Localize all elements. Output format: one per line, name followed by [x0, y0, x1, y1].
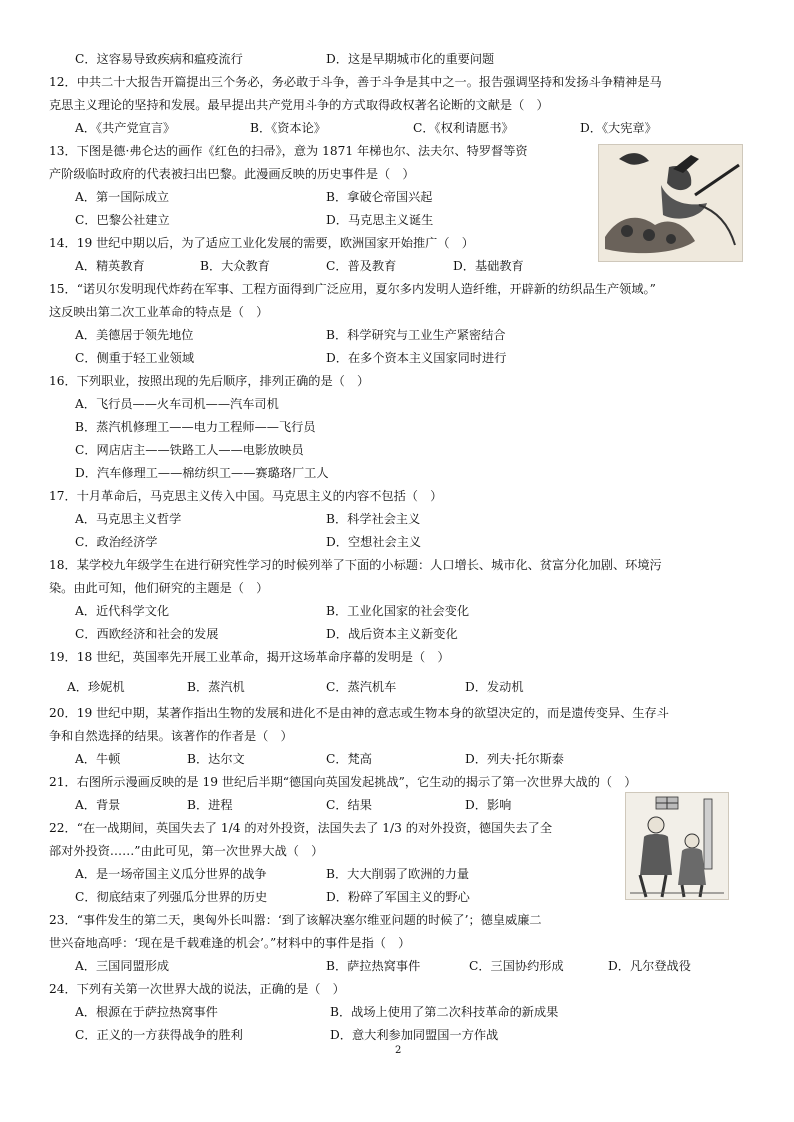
q18-stem: 染。由此可知，他们研究的主题是（ ） [49, 581, 269, 595]
q21-stem: 21．右图所示漫画反映的是 19 世纪后半期“德国向英国发起挑战”，它生动的揭示了第一次世界大战的（ ） [49, 775, 637, 789]
q13-option-b: B．拿破仑帝国兴起 [326, 190, 433, 204]
q13-option-a: A．第一国际成立 [75, 190, 170, 204]
q16-option-b: B．蒸汽机修理工——电力工程师——飞行员 [75, 420, 316, 434]
q11-option-c: C．这容易导致疾病和瘟疫流行 [75, 52, 243, 66]
q16-option-a: A．飞行员——火车司机——汽车司机 [75, 397, 279, 411]
q12-option-d: D．《大宪章》 [580, 121, 657, 135]
q14-option-b: B．大众教育 [200, 259, 270, 273]
q22-stem: 22．“在一战期间，英国失去了 1/4 的对外投资，法国失去了 1/3 的对外投资，德国失去了全 [49, 821, 553, 835]
q14-stem: 14．19 世纪中期以后，为了适应工业化发展的需要，欧洲国家开始推广（ ） [49, 236, 474, 250]
q23-stem: 23．“事件发生的第二天，奥匈外长叫嚣：‘到了该解决塞尔维亚问题的时候了’；德皇威廉二 [49, 913, 542, 927]
q12-option-b: B．《资本论》 [250, 121, 326, 135]
q15-option-a: A．美德居于领先地位 [75, 328, 194, 342]
q22-option-a: A．是一场帝国主义瓜分世界的战争 [75, 867, 267, 881]
q12-option-c: C．《权利请愿书》 [413, 121, 514, 135]
q23-option-a: A．三国同盟形成 [75, 959, 170, 973]
q17-option-a: A．马克思主义哲学 [75, 512, 182, 526]
q16-stem: 16．下列职业，按照出现的先后顺序，排列正确的是（ ） [49, 374, 370, 388]
q17-option-c: C．政治经济学 [75, 535, 158, 549]
q16-option-d: D．汽车修理工——棉纺织工——赛璐珞厂工人 [75, 466, 329, 480]
q13-option-d: D．马克思主义诞生 [326, 213, 434, 227]
q21-option-d: D．影响 [465, 798, 512, 812]
q14-option-a: A．精英教育 [75, 259, 145, 273]
q24-option-c: C．正义的一方获得战争的胜利 [75, 1028, 243, 1042]
q19-stem: 19．18 世纪，英国率先开展工业革命，揭开这场革命序幕的发明是（ ） [49, 650, 450, 664]
q20-option-d: D．列夫·托尔斯泰 [465, 752, 564, 766]
q20-stem: 争和自然选择的结果。该著作的作者是（ ） [49, 729, 293, 743]
q23-stem: 世兴奋地高呼：‘现在是千载难逢的机会’。”材料中的事件是指（ ） [49, 936, 411, 950]
q19-option-d: D．发动机 [465, 680, 524, 694]
q12-option-a: A．《共产党宣言》 [75, 121, 176, 135]
q11-option-d: D．这是早期城市化的重要问题 [326, 52, 495, 66]
q21-option-b: B．进程 [187, 798, 233, 812]
q17-option-b: B．科学社会主义 [326, 512, 421, 526]
q23-option-d: D．凡尔登战役 [608, 959, 691, 973]
q19-option-a: A．珍妮机 [67, 680, 125, 694]
q20-stem: 20．19 世纪中期，某著作指出生物的发展和进化不是由神的意志或生物本身的欲望决定的，而是遗传变异、生存斗 [49, 706, 669, 720]
q20-option-b: B．达尔文 [187, 752, 245, 766]
q15-option-b: B．科学研究与工业生产紧密结合 [326, 328, 506, 342]
q15-option-c: C．侧重于轻工业领域 [75, 351, 195, 365]
q15-stem: 15．“诺贝尔发明现代炸药在军事、工程方面得到广泛应用，夏尔多内发明人造纤维，开辟新的纺织品生产领域。” [49, 282, 656, 296]
q18-option-a: A．近代科学文化 [75, 604, 170, 618]
q16-option-c: C．网店店主——铁路工人——电影放映员 [75, 443, 304, 457]
q22-option-c: C．彻底结束了列强瓜分世界的历史 [75, 890, 268, 904]
q14-option-c: C．普及教育 [326, 259, 397, 273]
q18-option-d: D．战后资本主义新变化 [326, 627, 458, 641]
q19-option-c: C．蒸汽机车 [326, 680, 397, 694]
q13-stem: 产阶级临时政府的代表被扫出巴黎。此漫画反映的历史事件是（ ） [49, 167, 415, 181]
q21-option-c: C．结果 [326, 798, 372, 812]
q19-option-b: B．蒸汽机 [187, 680, 245, 694]
q24-option-b: B．战场上使用了第二次科技革命的新成果 [330, 1005, 559, 1019]
q17-stem: 17．十月革命后，马克思主义传入中国。马克思主义的内容不包括（ ） [49, 489, 443, 503]
q24-option-d: D．意大利参加同盟国一方作战 [330, 1028, 499, 1042]
q23-option-c: C．三国协约形成 [469, 959, 564, 973]
page-number: 2 [395, 1045, 402, 1056]
q24-option-a: A．根源在于萨拉热窝事件 [75, 1005, 218, 1019]
q15-stem: 这反映出第二次工业革命的特点是（ ） [49, 305, 269, 319]
q18-option-b: B．工业化国家的社会变化 [326, 604, 470, 618]
q22-option-d: D．粉碎了军国主义的野心 [326, 890, 470, 904]
q18-stem: 18．某学校九年级学生在进行研究性学习的时候列举了下面的小标题：人口增长、城市化、贫富分化加剧、环境污 [49, 558, 662, 572]
q17-option-d: D．空想社会主义 [326, 535, 422, 549]
q20-option-c: C．梵高 [326, 752, 372, 766]
q15-option-d: D．在多个资本主义国家同时进行 [326, 351, 507, 365]
q21-option-a: A．背景 [75, 798, 121, 812]
q20-option-a: A．牛顿 [75, 752, 121, 766]
q22-option-b: B．大大削弱了欧洲的力量 [326, 867, 470, 881]
q13-option-c: C．巴黎公社建立 [75, 213, 170, 227]
q12-stem: 克思主义理论的坚持和发展。最早提出共产党用斗争的方式取得政权著名论断的文献是（ ） [49, 98, 549, 112]
q22-stem: 部对外投资……”由此可见，第一次世界大战（ ） [49, 844, 324, 858]
germany-challenges-britain-cartoon-image [625, 792, 729, 900]
q18-option-c: C．西欧经济和社会的发展 [75, 627, 219, 641]
q24-stem: 24．下列有关第一次世界大战的说法，正确的是（ ） [49, 982, 345, 996]
red-broom-cartoon-image [598, 144, 743, 262]
q12-stem: 12．中共二十大报告开篇提出三个务必，务必敢于斗争，善于斗争是其中之一。报告强调坚持和发扬斗争精神是马 [49, 75, 662, 89]
q23-option-b: B．萨拉热窝事件 [326, 959, 421, 973]
q14-option-d: D．基础教育 [453, 259, 524, 273]
q13-stem: 13．下图是德·弗仑达的画作《红色的扫帚》，意为 1871 年梯也尔、法夫尔、特罗督等资 [49, 144, 528, 158]
